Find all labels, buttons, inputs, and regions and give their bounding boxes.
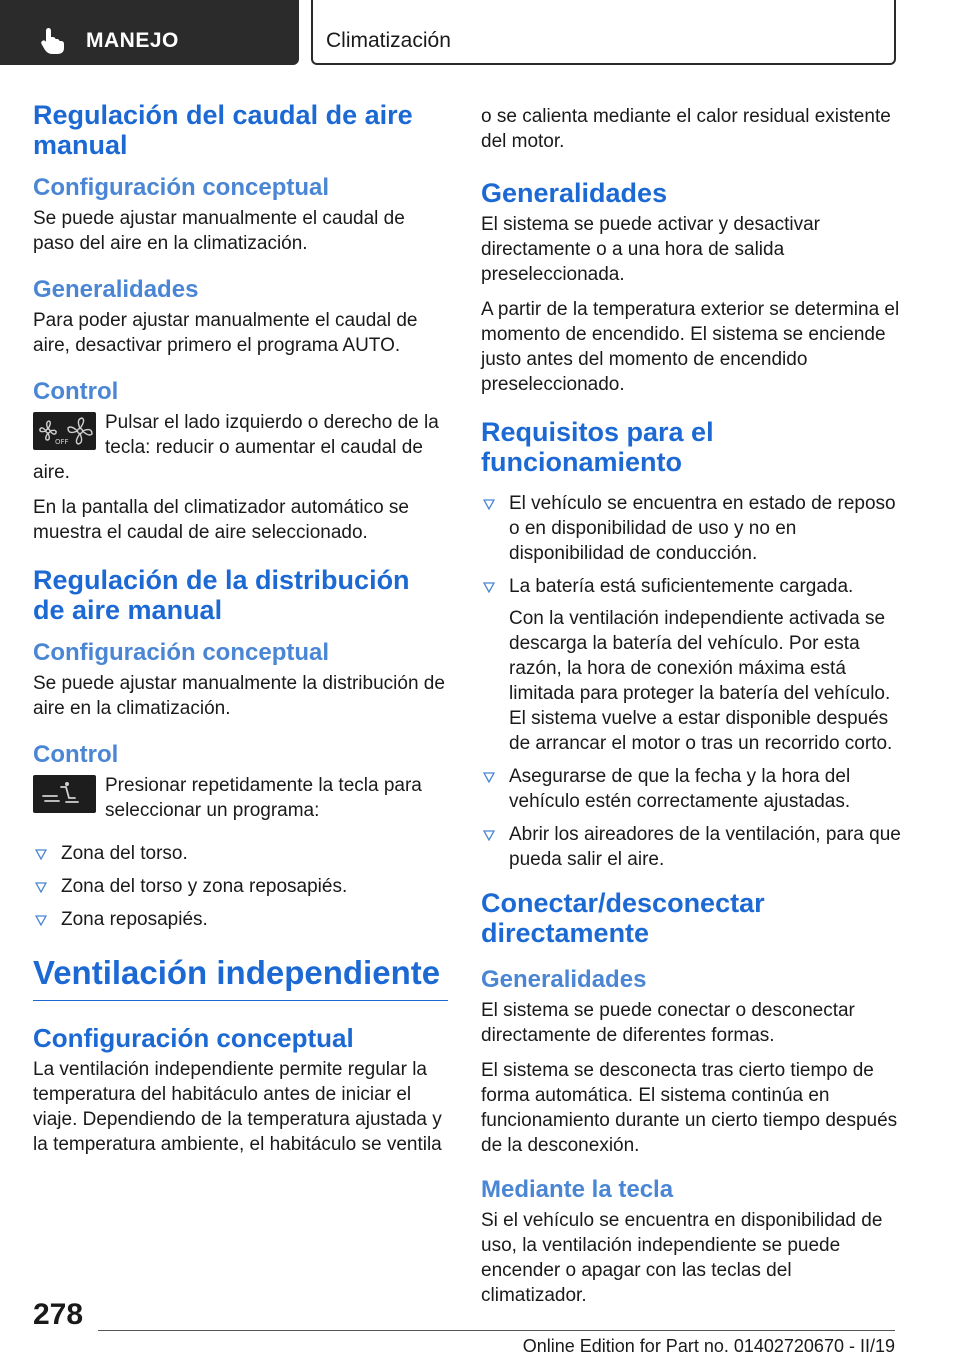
- edition-note: Online Edition for Part no. 01402720670 - II/19: [522, 1336, 895, 1356]
- list-item: Asegurarse de que la fecha y la hora del vehículo estén correctamente ajustadas.: [481, 764, 901, 814]
- subheading-control-2: Control: [33, 741, 119, 768]
- list-item: Abrir los aireadores de la ventilación, para que pueda salir el aire.: [481, 822, 901, 872]
- svg-text:OFF: OFF: [55, 438, 69, 446]
- section-title: MANEJO: [86, 29, 179, 52]
- subheading-config-1: Configuración conceptual: [33, 174, 330, 201]
- program-list: [33, 841, 448, 932]
- list-item: El vehículo se encuentra en estado de reposo o en disponibilidad de uso y no en disponibilidad de conducción.: [481, 491, 901, 566]
- paragraph: El sistema se desconecta tras cierto tiempo de forma automática. El sistema continúa en funcionamiento durante un cierto tiempo después de la desconexión.: [481, 1060, 898, 1156]
- list-item: La batería está suficientemente cargada. Con la ventilación independiente activada se descarga la batería del vehículo. Por esta razón, la hora de conexión máxima está limitada para proteger la batería del vehículo. El sistema vuelve a estar disponible después de arrancar el motor o tras un recorrido corto.: [481, 574, 901, 756]
- triangle-bullet-icon: [483, 772, 495, 783]
- paragraph: El sistema se puede conectar o desconectar directamente de diferentes formas.: [481, 1000, 855, 1046]
- left-column: [33, 100, 448, 1167]
- subheading-config-2: Configuración conceptual: [33, 639, 330, 666]
- triangle-bullet-icon: [483, 830, 495, 841]
- paragraph: o se calienta mediante el calor residual existente del motor.: [481, 106, 891, 152]
- paragraph: En la pantalla del climatizador automático se muestra el caudal de aire seleccionado.: [33, 497, 409, 543]
- paragraph: Se puede ajustar manualmente la distribución de aire en la climatización.: [33, 673, 445, 719]
- heading-ventilacion-independiente: Ventilación independiente: [33, 954, 448, 1001]
- list-item: Zona del torso y zona reposapiés.: [33, 874, 448, 899]
- section-tab: [0, 0, 299, 65]
- air-distribution-button-image: [33, 775, 96, 813]
- requirements-list: [481, 491, 901, 872]
- paragraph: Si el vehículo se encuentra en disponibilidad de uso, la ventilación independiente se puede encender o apagar con las teclas del climatizador.: [481, 1210, 883, 1306]
- air-distribution-icon: [33, 775, 96, 813]
- right-column: [481, 104, 901, 1318]
- list-item-note: Con la ventilación independiente activada se descarga la batería del vehículo. Por esta razón, la hora de conexión máxima está limitada para proteger la batería del vehículo. El sistema vuelve a estar disponible después de arrancar el motor o tras un recorrido corto.: [509, 608, 893, 754]
- subheading-mediante-tecla: Mediante la tecla: [481, 1176, 674, 1203]
- heading-generalidades: Generalidades: [481, 178, 668, 208]
- subheading-generalidades-1: Generalidades: [33, 276, 199, 303]
- paragraph: Presionar repetidamente la tecla para seleccionar un programa:: [105, 775, 422, 821]
- fan-icon: [33, 412, 96, 450]
- triangle-bullet-icon: [483, 582, 495, 593]
- chapter-title: Climatización: [326, 29, 451, 52]
- list-item: Zona del torso.: [33, 841, 448, 866]
- paragraph: Pulsar el lado izquierdo o derecho de la tecla: reducir o aumentar el caudal de aire.: [33, 412, 439, 483]
- heading-requisitos: Requisitos para el funcionamiento: [481, 417, 714, 477]
- fan-button-image: [33, 412, 96, 450]
- subheading-control-1: Control: [33, 378, 119, 405]
- chapter-tab: [311, 0, 896, 65]
- heading-conectar: Conectar/desconectar directamente: [481, 888, 765, 948]
- triangle-bullet-icon: [35, 882, 47, 893]
- paragraph: La ventilación independiente permite regular la temperatura del habitáculo antes de iniciar el viaje. Dependiendo de la temperatura ajustada y la temperatura ambiente, el habitáculo se ventila: [33, 1059, 442, 1155]
- paragraph: Para poder ajustar manualmente el caudal de aire, desactivar primero el programa AUTO.: [33, 310, 418, 356]
- heading-regulacion-caudal: Regulación del caudal de aire manual: [33, 100, 413, 160]
- page-number: 278: [33, 1298, 84, 1331]
- triangle-bullet-icon: [35, 915, 47, 926]
- hand-icon: [40, 27, 66, 55]
- heading-regulacion-distribucion: Regulación de la distribución de aire manual: [33, 565, 410, 625]
- subheading-generalidades-2: Generalidades: [481, 966, 647, 993]
- subheading-config-3: Configuración conceptual: [33, 1023, 354, 1053]
- triangle-bullet-icon: [35, 849, 47, 860]
- list-item: Zona reposapiés.: [33, 907, 448, 932]
- paragraph: Se puede ajustar manualmente el caudal de paso del aire en la climatización.: [33, 208, 405, 254]
- triangle-bullet-icon: [483, 499, 495, 510]
- paragraph: El sistema se puede activar y desactivar directamente o a una hora de salida preseleccionada.: [481, 214, 820, 285]
- paragraph: A partir de la temperatura exterior se determina el momento de encendido. El sistema se enciende justo antes del momento de encendido preseleccionado.: [481, 299, 900, 395]
- footer-divider: [98, 1330, 895, 1331]
